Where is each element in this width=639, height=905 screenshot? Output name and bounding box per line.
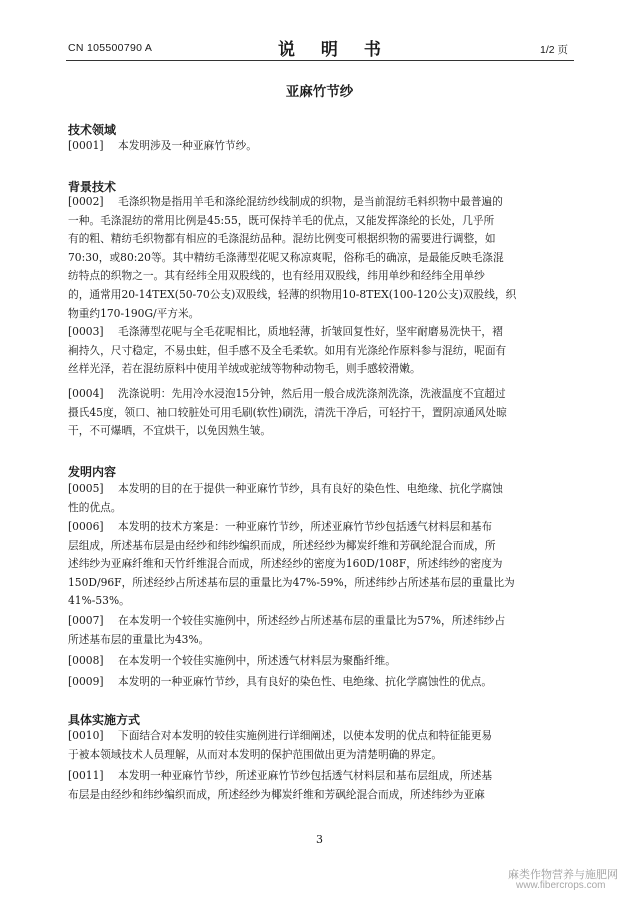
paragraph-text: 150D/96F，所述经纱占所述基布层的重量比为47%-59%，所述纬纱占所述基布层的重量比为 xyxy=(68,575,515,589)
paragraph-0008 xyxy=(68,652,570,671)
document-type: 说 明 书 xyxy=(278,40,391,60)
paragraph-text: 下面结合对本发明的较佳实施例进行详细阐述，以使本发明的优点和特征能更易 xyxy=(118,729,493,742)
paragraph-0001 xyxy=(68,137,570,156)
paragraph-number: [0002] xyxy=(68,195,104,208)
paragraph-text: 毛涤薄型花呢与全毛花呢相比，质地轻薄，折皱回复性好，坚牢耐磨易洗快干，褶 xyxy=(118,325,503,338)
paragraph-text: 本发明的一种亚麻竹节纱，具有良好的染色性、电绝缘、抗化学腐蚀性的优点。 xyxy=(118,675,493,688)
paragraph-text: 本发明涉及一种亚麻竹节纱。 xyxy=(118,139,257,152)
paragraph-line xyxy=(68,746,570,765)
header-divider xyxy=(66,60,574,61)
paragraph-line xyxy=(68,323,570,342)
paragraph-line xyxy=(68,249,570,268)
paragraph-0003 xyxy=(68,323,570,379)
paragraph-text: 在本发明一个较佳实施例中，所述透气材料层为聚酯纤维。 xyxy=(118,654,396,667)
paragraph-text: 物重约170-190G/平方米。 xyxy=(68,306,200,320)
paragraph-number: [0003] xyxy=(68,325,104,338)
paragraph-line xyxy=(68,631,570,650)
section-invention: 发明内容 xyxy=(68,465,117,479)
paragraph-0002 xyxy=(68,193,570,323)
paragraph-0009 xyxy=(68,673,570,692)
paragraph-line xyxy=(68,499,570,518)
paragraph-number: [0011] xyxy=(68,769,104,782)
paragraph-text: 有的粗、精纺毛织物都有相应的毛涤混纺品种。混纺比例变可根据织物的需要进行调整，如 xyxy=(68,232,496,246)
paragraph-line xyxy=(68,786,570,805)
paragraph-line xyxy=(68,137,570,156)
paragraph-line xyxy=(68,230,570,249)
paragraph-text: 层组成，所述基布层是由经纱和纬纱编织而成，所述经纱为椰炭纤维和芳砜纶混合而成，所 xyxy=(68,538,496,552)
paragraph-number: [0007] xyxy=(68,614,104,627)
paragraph-text: 本发明的目的在于提供一种亚麻竹节纱，具有良好的染色性、电绝缘、抗化学腐蚀 xyxy=(118,482,503,495)
paragraph-text: 述纬纱为亚麻纤维和天竹纤维混合而成，所述经纱的密度为160D/108F，所述纬纱的密度为 xyxy=(68,557,503,571)
paragraph-text: 摄氏45度，领口、袖口较脏处可用毛刷(软性)刷洗，清洗干净后，可轻拧干，置阴凉通风处晾 xyxy=(68,405,507,419)
paragraph-line xyxy=(68,652,570,671)
paragraph-text: 洗涤说明：先用冷水浸泡15分钟，然后用一般合成洗涤剂洗涤，洗液温度不宜超过 xyxy=(118,387,506,400)
paragraph-line xyxy=(68,305,570,324)
paragraph-line xyxy=(68,267,570,286)
paragraph-line xyxy=(68,342,570,361)
paragraph-number: [0005] xyxy=(68,482,104,495)
section-embodiment: 具体实施方式 xyxy=(68,713,141,727)
paragraph-text: 70:30，或80:20等。其中精纺毛涤薄型花呢又称凉爽呢，俗称毛的确凉，是最能反映毛涤混 xyxy=(68,250,504,264)
paragraph-line xyxy=(68,212,570,231)
paragraph-line xyxy=(68,193,570,212)
section-background: 背景技术 xyxy=(68,180,117,194)
paragraph-line xyxy=(68,404,570,423)
paragraph-line xyxy=(68,286,570,305)
paragraph-line xyxy=(68,612,570,631)
paragraph-text: 的，通常用20-14TEX(50-70公支)双股线，轻薄的织物用10-8TEX(100-120公支)双股线，织 xyxy=(68,287,517,301)
paragraph-text: 于被本领域技术人员理解，从而对本发明的保护范围做出更为清楚明确的界定。 xyxy=(68,747,443,761)
paragraph-number: [0004] xyxy=(68,387,104,400)
paragraph-text: 纺特点的织物之一。其有经纬全用双股线的，也有经用双股线，纬用单纱和经纬全用单纱 xyxy=(68,269,485,283)
paragraph-text: 在本发明一个较佳实施例中，所述经纱占所述基布层的重量比为57%，所述纬纱占 xyxy=(118,614,506,627)
paragraph-text: 干，不可爆晒，不宜烘干，以免因熟生皱。 xyxy=(68,424,272,438)
paragraph-line xyxy=(68,574,570,593)
paragraph-0004 xyxy=(68,385,570,441)
paragraph-text: 毛涤织物是指用羊毛和涤纶混纺纱线制成的织物，是当前混纺毛料织物中最普遍的 xyxy=(118,195,503,208)
paragraph-text: 性的优点。 xyxy=(68,500,122,514)
paragraph-number: [0006] xyxy=(68,520,104,533)
paragraph-line xyxy=(68,767,570,786)
paragraph-0010 xyxy=(68,727,570,764)
patent-number: CN 105500790 A xyxy=(68,42,153,54)
paragraph-0006 xyxy=(68,518,570,611)
paragraph-line xyxy=(68,537,570,556)
paragraph-number: [0001] xyxy=(68,139,104,152)
paragraph-line xyxy=(68,592,570,611)
paragraph-number: [0008] xyxy=(68,654,104,667)
paragraph-line xyxy=(68,422,570,441)
paragraph-number: [0010] xyxy=(68,729,104,742)
watermark-url: www.fibercrops.com xyxy=(516,880,606,891)
paragraph-line xyxy=(68,727,570,746)
paragraph-line xyxy=(68,385,570,404)
document-title: 亚麻竹节纱 xyxy=(285,84,354,100)
paragraph-text: 布层是由经纱和纬纱编织而成，所述经纱为椰炭纤维和芳砜纶混合而成，所述纬纱为亚麻 xyxy=(68,787,485,801)
paragraph-line xyxy=(68,480,570,499)
paragraph-text: 本发明一种亚麻竹节纱，所述亚麻竹节纱包括透气材料层和基布层组成，所述基 xyxy=(118,769,493,782)
paragraph-text: 一种。毛涤混纺的常用比例是45:55，既可保持羊毛的优点，又能发挥涤纶的长处，几乎所 xyxy=(68,213,495,227)
paragraph-line xyxy=(68,673,570,692)
paragraph-number: [0009] xyxy=(68,675,104,688)
paragraph-line xyxy=(68,518,570,537)
page-number: 3 xyxy=(316,833,323,846)
section-tech-field: 技术领域 xyxy=(68,123,117,137)
paragraph-line xyxy=(68,555,570,574)
paragraph-0005 xyxy=(68,480,570,517)
paragraph-0007 xyxy=(68,612,570,649)
paragraph-text: 裥持久，尺寸稳定，不易虫蛀，但手感不及全毛柔软。如用有光涤纶作原料参与混纺，呢面有 xyxy=(68,343,507,357)
paragraph-line xyxy=(68,360,570,379)
paragraph-text: 丝样光泽，若在混纺原料中使用羊绒或驼绒等物种动物毛，则手感较滑嫩。 xyxy=(68,362,421,376)
watermark-text: 麻类作物营养与施肥网 xyxy=(508,868,618,881)
paragraph-text: 所述基布层的重量比为43%。 xyxy=(68,632,210,646)
paragraph-text: 本发明的技术方案是：一种亚麻竹节纱，所述亚麻竹节纱包括透气材料层和基布 xyxy=(118,520,493,533)
paragraph-text: 41%-53%。 xyxy=(68,594,130,608)
page-indicator: 1/2 页 xyxy=(540,44,569,56)
paragraph-0011 xyxy=(68,767,570,804)
